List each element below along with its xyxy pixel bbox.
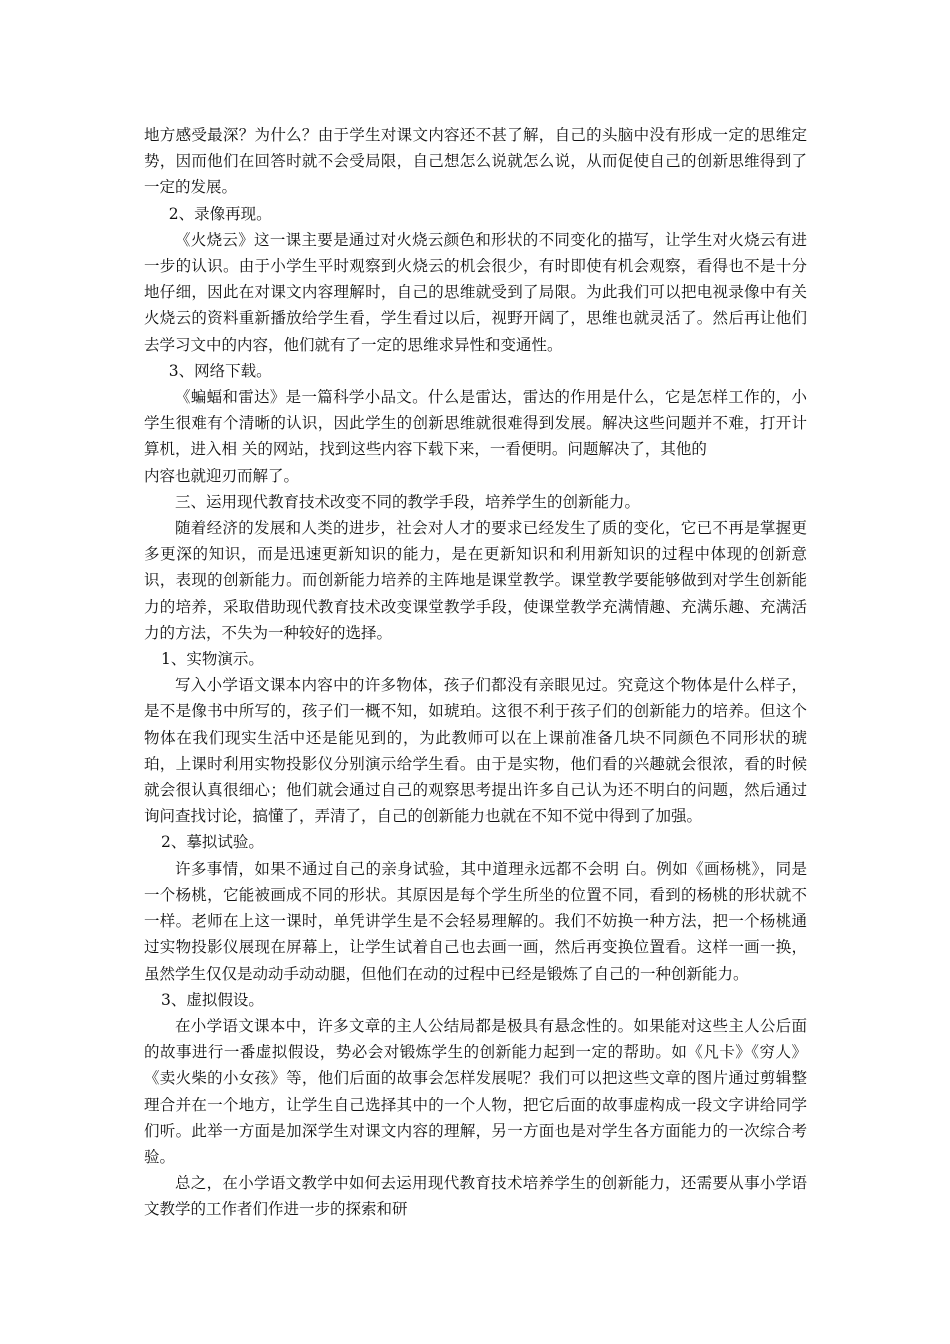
section-heading-three: 三、运用现代教育技术改变不同的教学手段，培养学生的创新能力。 (175, 492, 641, 511)
paragraph-amber: 写入小学语文课本内容中的许多物体，孩子们都没有亲眼见过。究竟这个物体是什么样子，是不是像书中所写的，孩子们一概不知，如琥珀。这很不利于孩子们的创新能力的培养。但这个物体在我们现实生活中还是能见到的，为此教师可以在上课前准备几块不同颜色不同形状的琥珀，上课时利用实物投影仪分别演示给学生看。由于是实物，他们看的兴趣就会很浓，看的时候就会很认真很细心；他们就会通过自己的观察思考提出许多自己认为还不明白的问题，然后通过询问查找讨论，搞懂了，弄清了，自己的创新能力也就在不知不觉中得到了加强。 (144, 676, 807, 826)
paragraph-characters: 在小学语文课本中，许多文章的主人公结局都是极具有悬念性的。如果能对这些主人公后面的故事进行一番虚拟假设，势必会对锻炼学生的创新能力起到一定的帮助。如《凡卡》《穷人》《卖火柴的小女孩》等，他们后面的故事会怎样发展呢？我们可以把这些文章的图片通过剪辑整理合并在一个地方，让学生自己选择其中的一个人物，把它后面的故事虚构成一段文字讲给同学们听。此举一方面是加深学生对课文内容的理解，另一方面也是对学生各方面能力的一次综合考验。 (144, 1016, 807, 1166)
subheading-simulation: 2、摹拟试验。 (161, 833, 264, 852)
paragraph-huoshaoyun: 《火烧云》这一课主要是通过对火烧云颜色和形状的不同变化的描写，让学生对火烧云有进一步的认识。由于小学生平时观察到火烧云的机会很少，有时即使有机会观察，看得也不是十分地仔细，因此在对课文内容理解时，自己的思维就受到了局限。为此我们可以把电视录像中有关火烧云的资料重新播放给学生看，学生看过以后，视野开阔了，思维也就灵活了。然后再让他们去学习文中的内容，他们就有了一定的思维求异性和变通性。 (144, 230, 807, 354)
subheading-object-demo: 1、实物演示。 (161, 650, 264, 669)
subheading-network-download: 3、网络下载。 (168, 361, 272, 380)
document-page (144, 122, 807, 1223)
subheading-hypothesis: 3、虚拟假设。 (161, 990, 264, 1009)
paragraph-conclusion: 总之，在小学语文教学中如何去运用现代教育技术培养学生的创新能力，还需要从事小学语文教学的工作者们作进一步的探索和研 (144, 1174, 807, 1219)
paragraph-bat-radar: 《蝙蝠和雷达》是一篇科学小品文。什么是雷达，雷达的作用是什么，它是怎样工作的，小学生很难有个清晰的认识，因此学生的创新思维就很难得到发展。解决这些问题并不难，打开计算机，进入相 关的网站，找到这些内容下载下来，一看便明。问题解决了，其他的 (144, 388, 807, 459)
paragraph-carambola: 许多事情，如果不通过自己的亲身试验，其中道理永远都不会明 白。例如《画杨桃》，同是一个杨桃，它能被画成不同的形状。其原因是每个学生所坐的位置不同，看到的杨桃的形状就不一样。老师在上这一课时，单凭讲学生是不会轻易理解的。我们不妨换一种方法，把一个杨桃通过实物投影仪展现在屏幕上，让学生试着自己也去画一画，然后再变换位置看。这样一画一换，虽然学生仅仅是动动手动动腿，但他们在动的过程中已经是锻炼了自己的一种创新能力。 (144, 859, 807, 983)
paragraph-economy-development: 随着经济的发展和人类的进步，社会对人才的要求已经发生了质的变化，它已不再是掌握更多更深的知识，而是迅速更新知识的能力，是在更新知识和利用新知识的过程中体现的创新意识，表现的创新能力。而创新能力培养的主阵地是课堂教学。课堂教学要能够做到对学生创新能力的培养，采取借助现代教育技术改变课堂教学手段，使课堂教学充满情趣、充满乐趣、充满活力的方法，不失为一种较好的选择。 (144, 519, 807, 642)
subheading-video-replay: 2、录像再现。 (168, 204, 272, 223)
paragraph-bat-radar-tail: 内容也就迎刃而解了。 (144, 466, 300, 485)
paragraph-continuation: 地方感受最深？为什么？由于学生对课文内容还不甚了解，自己的头脑中没有形成一定的思维定势，因而他们在回答时就不会受局限，自己想怎么说就怎么说，从而促使自己的创新思维得到了一定的发展。 (144, 126, 807, 197)
